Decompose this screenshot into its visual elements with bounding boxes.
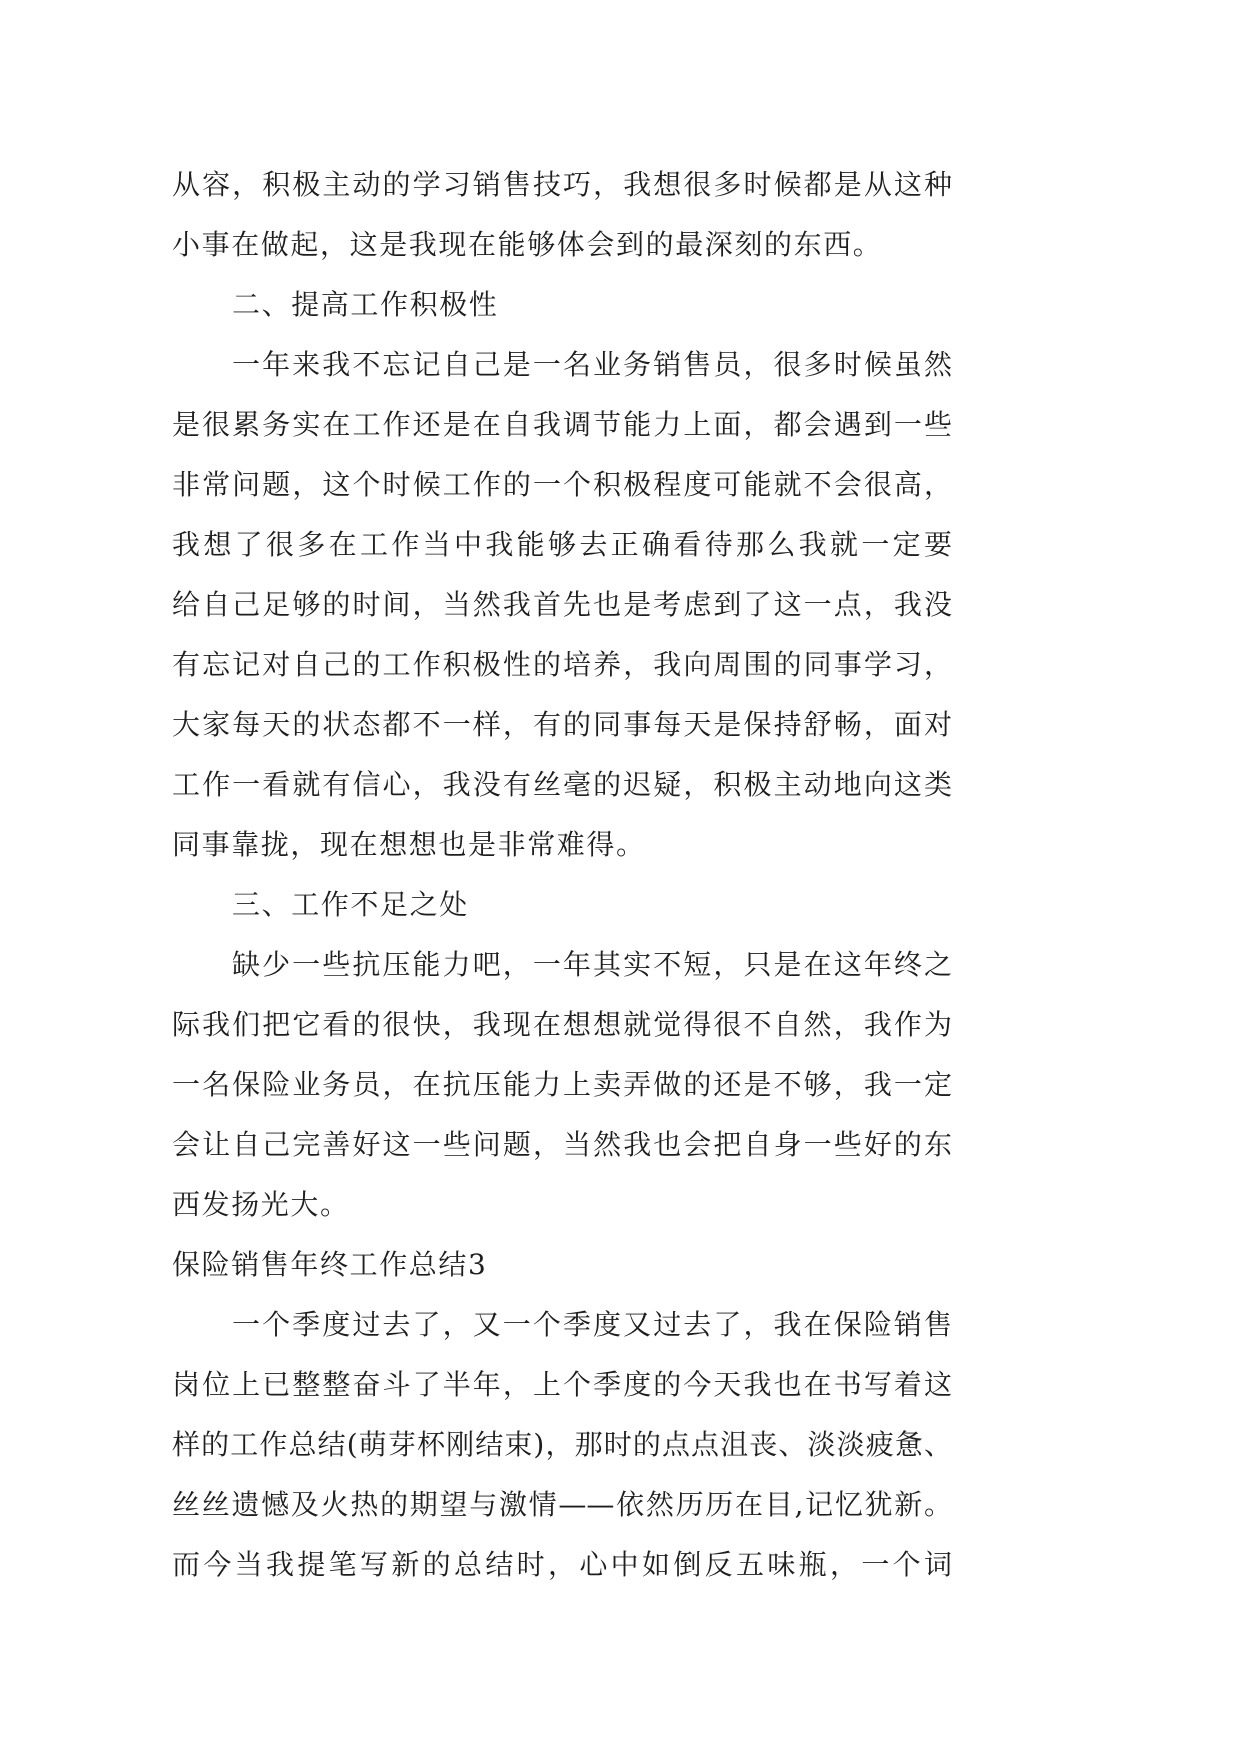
paragraph [172,155,952,275]
text-line: 一个季度过去了，又一个季度又过去了，我在保险销售 [232,1308,952,1341]
text-line: 工作一看就有信心，我没有丝毫的迟疑，积极主动地向这类 [172,768,952,801]
document-title [172,1235,952,1295]
text-line: 一名保险业务员，在抗压能力上卖弄做的还是不够，我一定 [172,1068,952,1101]
text-line: 际我们把它看的很快，我现在想想就觉得很不自然，我作为 [172,1008,952,1041]
title-text: 保险销售年终工作总结3 [172,1248,488,1281]
section-heading [172,875,952,935]
text-line: 小事在做起，这是我现在能够体会到的最深刻的东西。 [172,228,883,261]
paragraph [172,335,952,875]
text-line: 样的工作总结(萌芽杯刚结束)，那时的点点沮丧、淡淡疲惫、 [172,1428,952,1461]
text-line: 有忘记对自己的工作积极性的培养，我向周围的同事学习， [172,648,952,681]
text-line: 大家每天的状态都不一样，有的同事每天是保持舒畅，面对 [172,708,952,741]
section-heading [172,275,952,335]
text-line: 岗位上已整整奋斗了半年，上个季度的今天我也在书写着这 [172,1368,952,1401]
text-line: 非常问题，这个时候工作的一个积极程度可能就不会很高， [172,468,952,501]
text-line: 而今当我提笔写新的总结时，心中如倒反五味瓶，一个词 [172,1548,952,1581]
paragraph [172,1295,952,1595]
document-body [172,155,952,1595]
text-line: 同事靠拢，现在想想也是非常难得。 [172,828,646,861]
text-line: 西发扬光大。 [172,1188,350,1221]
paragraph [172,935,952,1235]
text-line: 丝丝遗憾及火热的期望与激情——依然历历在目,记忆犹新。 [172,1488,952,1521]
text-line: 缺少一些抗压能力吧，一年其实不短，只是在这年终之 [232,948,952,981]
heading-text: 二、提高工作积极性 [232,288,499,321]
text-line: 一年来我不忘记自己是一名业务销售员，很多时候虽然 [232,348,952,381]
heading-text: 三、工作不足之处 [232,888,469,921]
text-line: 是很累务实在工作还是在自我调节能力上面，都会遇到一些 [172,408,952,441]
text-line: 从容，积极主动的学习销售技巧，我想很多时候都是从这种 [172,168,952,201]
text-line: 我想了很多在工作当中我能够去正确看待那么我就一定要 [172,528,952,561]
text-line: 给自己足够的时间，当然我首先也是考虑到了这一点，我没 [172,588,952,621]
text-line: 会让自己完善好这一些问题，当然我也会把自身一些好的东 [172,1128,952,1161]
